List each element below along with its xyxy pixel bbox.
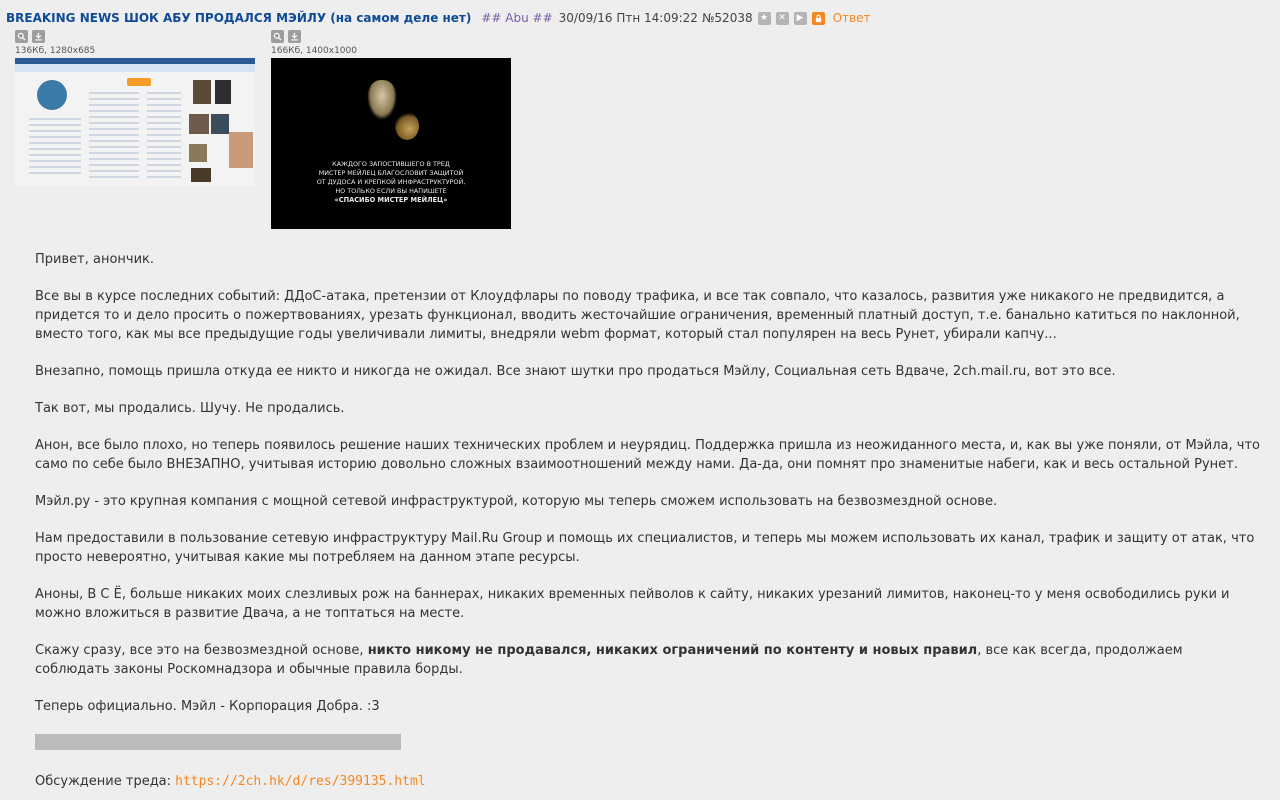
file-2-buttons bbox=[271, 30, 511, 44]
search-icon[interactable] bbox=[271, 30, 284, 43]
post-author[interactable]: ## Abu ## bbox=[481, 11, 553, 25]
search-icon[interactable] bbox=[15, 30, 28, 43]
paragraph: Мэйл.ру - это крупная компания с мощной сетевой инфраструктурой, которую мы теперь сможем использовать на безвозмездной основе. bbox=[35, 494, 998, 509]
discussion-line bbox=[35, 772, 1260, 791]
star-icon[interactable]: ★ bbox=[758, 12, 771, 25]
trumpet-icon bbox=[395, 112, 419, 140]
bold-text: никто никому не продавался, никаких ограничений по контенту и новых правил bbox=[367, 643, 978, 658]
paragraph: Теперь официально. Мэйл - Корпорация Добра. :3 bbox=[35, 699, 380, 714]
paragraph: Нам предоставили в пользование сетевую инфраструктуру Mail.Ru Group и помощь их специалистов, и теперь мы можем использовать их канал, трафик и защиту от атак, что просто невероятно, учитывая какие мы потребляем на данном этапе ресурсы. bbox=[35, 531, 1255, 565]
file-1-info: 136Кб, 1280x685 bbox=[15, 46, 96, 56]
file-1 bbox=[15, 30, 255, 186]
paragraph: Аноны, В С Ё, больше никаких моих слезливых рож на баннерах, никаких временных пейволов к сайту, никаких урезаний лимитов, наконец-то у меня освободились руки и можно вложиться в развитие Двача, а не топтаться на месте. bbox=[35, 587, 1230, 621]
post-date: 30/09/16 Птн 14:09:22 bbox=[558, 11, 698, 25]
file-1-thumbnail[interactable] bbox=[15, 58, 255, 186]
close-icon[interactable]: ✕ bbox=[776, 12, 789, 25]
paragraph: Так вот, мы продались. Шучу. Не продались. bbox=[35, 401, 345, 416]
spoiler-bar[interactable] bbox=[35, 734, 401, 750]
play-icon[interactable]: ▶ bbox=[794, 12, 807, 25]
skeleton-icon bbox=[367, 80, 397, 120]
paragraph: Скажу сразу, все это на безвозмездной основе, никто никому не продавался, никаких ограничений по контенту и новых правил, все как всегда, продолжаем соблюдать законы Роскомнадзора и обычные правила борды. bbox=[35, 643, 1183, 677]
post-title: BREAKING NEWS ШОК АБУ ПРОДАЛСЯ МЭЙЛУ (на самом деле нет) bbox=[6, 11, 472, 25]
file-1-buttons bbox=[15, 30, 255, 44]
paragraph: Внезапно, помощь пришла откуда ее никто и никогда не ожидал. Все знают шутки про продаться Мэйлу, Социальная сеть Вдваче, 2ch.mail.ru, вот это все. bbox=[35, 364, 1116, 379]
post-number[interactable]: №52038 bbox=[701, 11, 753, 25]
download-icon[interactable] bbox=[32, 30, 45, 43]
discussion-label: Обсуждение треда: bbox=[35, 774, 176, 789]
paragraph: Анон, все было плохо, но теперь появилось решение наших технических проблем и неурядиц. Поддержка пришла из неожиданного места, и, как вы уже поняли, от Мэйла, что само по себе было ВНЕЗАПНО, учитывая историю довольно сложных взаимоотношений между нами. Да-да, они помнят про знаменитые набеги, как и весь остальной Рунет. bbox=[35, 438, 1260, 472]
post-body bbox=[35, 250, 1260, 800]
file-2-thumbnail[interactable] bbox=[271, 58, 511, 229]
lock-icon[interactable] bbox=[812, 12, 825, 25]
download-icon[interactable] bbox=[288, 30, 301, 43]
paragraph: Привет, анончик. bbox=[35, 252, 155, 267]
paragraph: Все вы в курсе последних событий: ДДоС-атака, претензии от Клоудфлары по поводу трафика, и все так совпало, что казалось, развития уже никакого не предвидится, а придется то и дело просить о пожертвованиях, урезать функционал, вводить жесточайшие ограничения, временный платный доступ, т.е. банально катиться по наклонной, вместо того, как мы все предыдущие годы увеличивали лимиты, внедряли webm формат, который стал популярен на весь Рунет, убирали капчу... bbox=[35, 289, 1240, 342]
thread-link[interactable]: https://2ch.hk/d/res/399135.html bbox=[175, 774, 426, 789]
post-header bbox=[6, 9, 870, 27]
file-2-info: 166Кб, 1400x1000 bbox=[271, 46, 357, 56]
reply-link[interactable]: Ответ bbox=[832, 11, 871, 25]
thumbnail-caption: КАЖДОГО ЗАПОСТИВШЕГО В ТРЕД МИСТЕР МЕЙЛЕЦ БЛАГОСЛОВИТ ЗАЩИТОЙ ОТ ДУДОСА И КРЕПКОЙ ИНФРАСТРУКТУРОЙ, НО ТОЛЬКО ЕСЛИ ВЫ НАПИШЕТЕ «СПАСИБО МИСТЕР МЕЙЛЕЦ» bbox=[316, 160, 466, 204]
file-2 bbox=[271, 30, 511, 229]
